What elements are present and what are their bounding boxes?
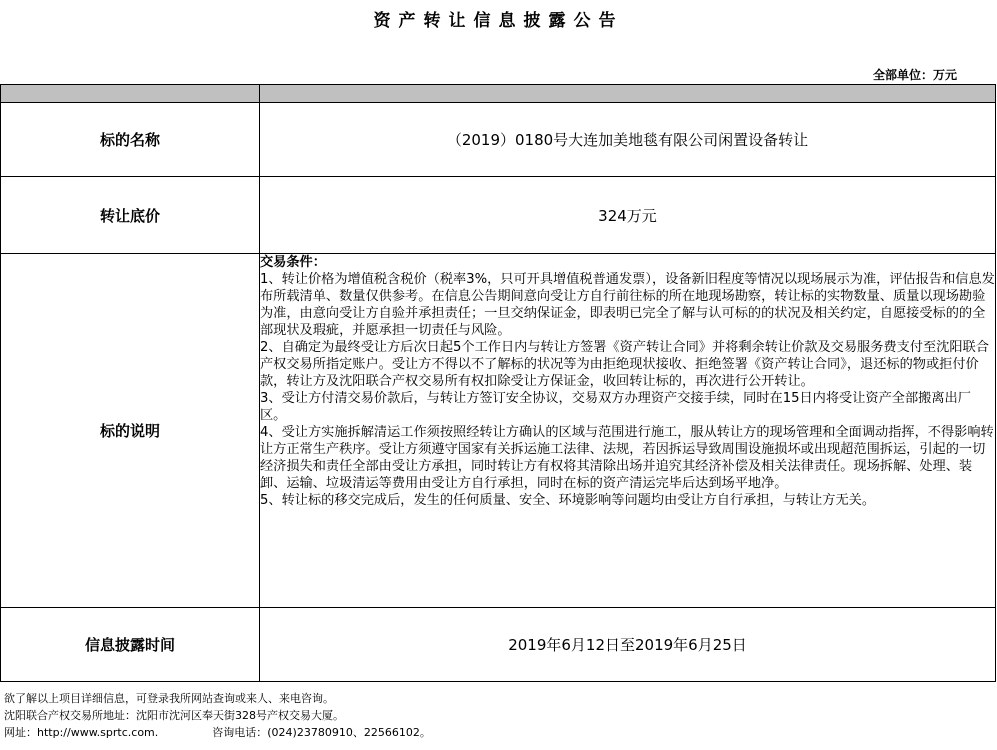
footer-inquiry-note: 欲了解以上项目详细信息，可登录我所网站查询或来人、来电咨询。 bbox=[4, 692, 334, 705]
header-band bbox=[1, 85, 996, 103]
row-description bbox=[1, 254, 996, 608]
footer-phone: 咨询电话：(024)23780910、22566102。 bbox=[212, 726, 431, 739]
reserve-price-value: 324万元 bbox=[260, 177, 996, 254]
condition-item: 5、转让标的移交完成后，发生的任何质量、安全、环境影响等问题均由受让方自行承担，与转让方无关。 bbox=[260, 493, 876, 508]
row-reserve-price bbox=[1, 177, 996, 254]
condition-item: 2、自确定为最终受让方后次日起5个工作日内与转让方签署《资产转让合同》并将剩余转让价款及交易服务费支付至沈阳联合产权交易所指定账户。受让方不得以不了解标的状况等为由拒绝现状接收、拒绝签署《资产转让合同》，退还标的物或拒付价款，转让方及沈阳联合产权交易所有权扣除受让方保证金，收回转让标的，再次进行公开转让。 bbox=[260, 340, 989, 389]
band-cell-right bbox=[260, 85, 996, 103]
description-label: 标的说明 bbox=[1, 254, 260, 608]
condition-item: 1、转让价格为增值税含税价（税率3%，只可开具增值税普通发票），设备新旧程度等情况以现场展示为准，评估报告和信息发布所载清单、数量仅供参考。在信息公告期间意向受让方自行前往标的所在地现场勘察，转让标的实物数量、质量以现场勘验为准，由意向受让方自验并承担责任；一旦交纳保证金，即表明已完全了解与认可标的的状况及相关约定，自愿接受标的的全部现状及瑕疵，并愿承担一切责任与风险。 bbox=[260, 272, 995, 338]
footer-address: 沈阳联合产权交易所地址：沈阳市沈河区奉天街328号产权交易大厦。 bbox=[4, 709, 344, 722]
row-subject-name bbox=[1, 103, 996, 177]
row-disclosure-time bbox=[1, 608, 996, 682]
disclosure-time-label: 信息披露时间 bbox=[1, 608, 260, 682]
band-cell-left bbox=[1, 85, 260, 103]
subject-name-value: （2019）0180号大连加美地毯有限公司闲置设备转让 bbox=[260, 103, 996, 177]
page-title: 资产转让信息披露公告 bbox=[373, 11, 624, 31]
footer bbox=[4, 690, 431, 741]
disclosure-time-value: 2019年6月12日至2019年6月25日 bbox=[260, 608, 996, 682]
trade-conditions-heading: 交易条件： bbox=[260, 255, 326, 270]
footer-contact bbox=[4, 724, 431, 741]
unit-note: 全部单位：万元 bbox=[872, 68, 957, 82]
subject-name-label: 标的名称 bbox=[1, 103, 260, 177]
condition-item: 3、受让方付清交易价款后，与转让方签订安全协议，交易双方办理资产交接手续，同时在15日内将受让资产全部搬离出厂区。 bbox=[260, 391, 971, 423]
disclosure-table bbox=[0, 84, 996, 682]
description-body bbox=[260, 254, 996, 608]
reserve-price-label: 转让底价 bbox=[1, 177, 260, 254]
footer-website: 网址：http://www.sprtc.com. bbox=[4, 726, 159, 739]
condition-item: 4、受让方实施拆解清运工作须按照经转让方确认的区域与范围进行施工，服从转让方的现场管理和全面调动指挥，不得影响转让方正常生产秩序。受让方须遵守国家有关拆运施工法律、法规，若因拆运导致周围设施损坏或出现超范围拆运，引起的一切经济损失和责任全部由受让方承担，同时转让方有权将其清除出场并追究其经济补偿及相关法律责任。现场拆解、处理、装卸、运输、垃圾清运等费用由受让方自行承担，同时在标的资产清运完毕后达到场平地净。 bbox=[260, 425, 994, 491]
